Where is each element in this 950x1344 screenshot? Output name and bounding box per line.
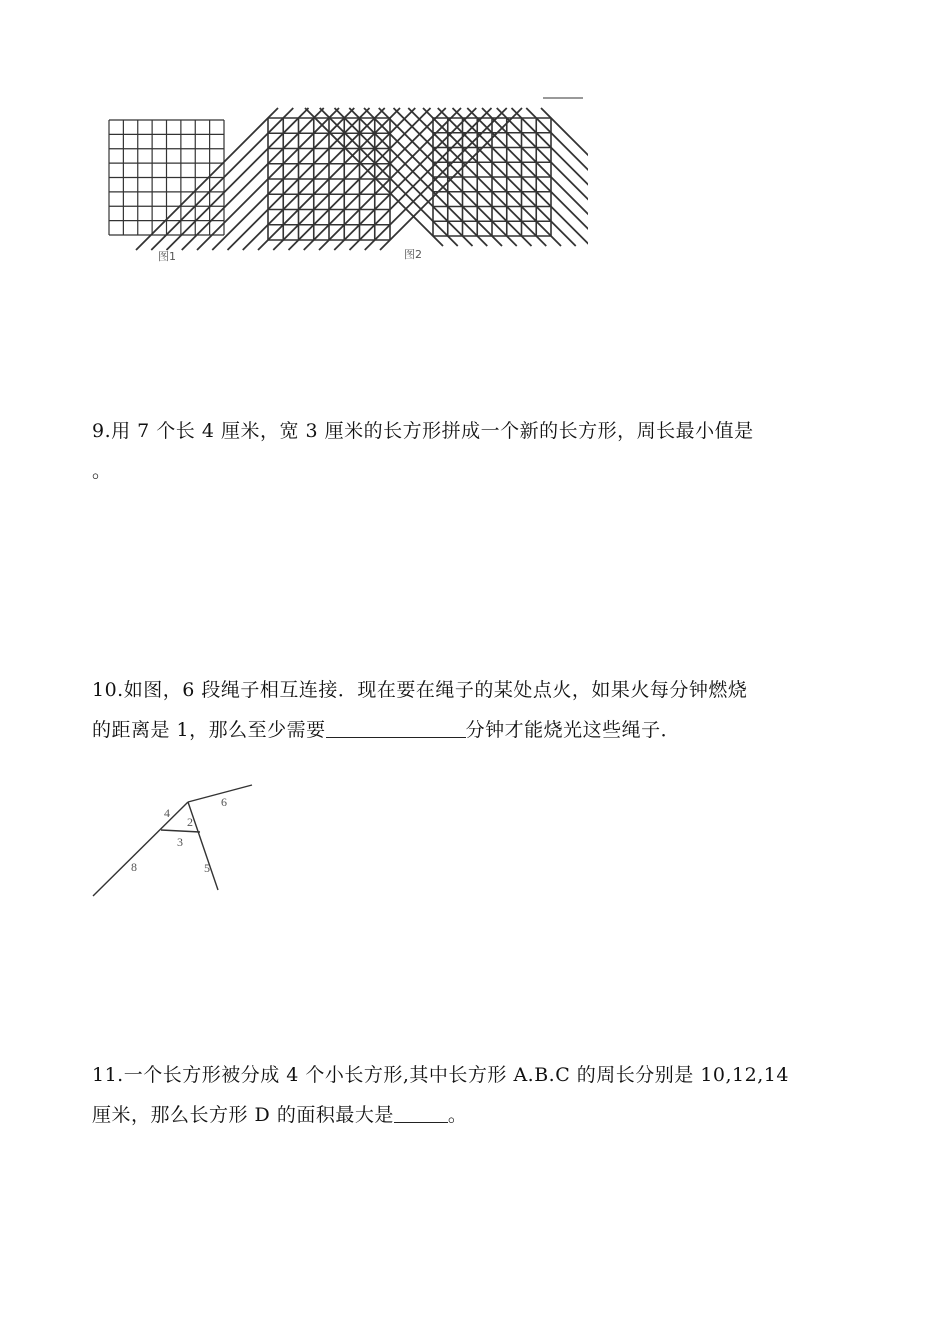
question-9-line-1: 9.用 7 个长 4 厘米，宽 3 厘米的长方形拼成一个新的长方形，周长最小值是 xyxy=(92,420,754,442)
answer-blank-11[interactable] xyxy=(394,1101,448,1123)
question-11-line-2-start: 厘米，那么长方形 D 的面积最大是 xyxy=(92,1104,394,1126)
rope-segment-6 xyxy=(188,785,252,802)
rope-label-4: 4 xyxy=(164,806,170,820)
question-9-line-2: 。 xyxy=(92,460,112,482)
question-11 xyxy=(92,1055,882,1135)
rope-label-2: 2 xyxy=(187,815,193,829)
question-10 xyxy=(92,670,882,750)
figure-2a-diagonal xyxy=(136,108,278,250)
rope-segment-3 xyxy=(161,830,200,832)
rope-label-5: 5 xyxy=(204,861,210,875)
question-10-line-1: 10.如图，6 段绳子相互连接．现在要在绳子的某处点火，如果火每分钟燃烧 xyxy=(92,679,748,701)
answer-blank-10[interactable] xyxy=(326,716,466,738)
question-10-line-2 xyxy=(92,710,882,750)
question-9 xyxy=(92,411,882,491)
grid-figures-svg xyxy=(88,96,588,268)
rope-diagram xyxy=(90,760,255,905)
question-11-line-2 xyxy=(92,1095,882,1135)
question-10-line-2-end: 分钟才能烧光这些绳子． xyxy=(465,719,681,741)
question-11-line-2-end: 。 xyxy=(447,1104,468,1126)
rope-label-3: 3 xyxy=(177,835,183,849)
figure-2-caption: 图2 xyxy=(404,248,422,261)
rope-segment-4-8 xyxy=(93,802,188,896)
figure-1-caption: 图1 xyxy=(158,250,176,263)
rope-label-8: 8 xyxy=(131,860,137,874)
question-10-line-2-start: 的距离是 1，那么至少需要 xyxy=(92,719,326,741)
rope-label-6: 6 xyxy=(221,795,227,809)
question-11-line-1: 11.一个长方形被分成 4 个小长方形,其中长方形 A.B.C 的周长分别是 10,12,14 xyxy=(92,1064,789,1086)
grid-figures xyxy=(88,96,588,268)
